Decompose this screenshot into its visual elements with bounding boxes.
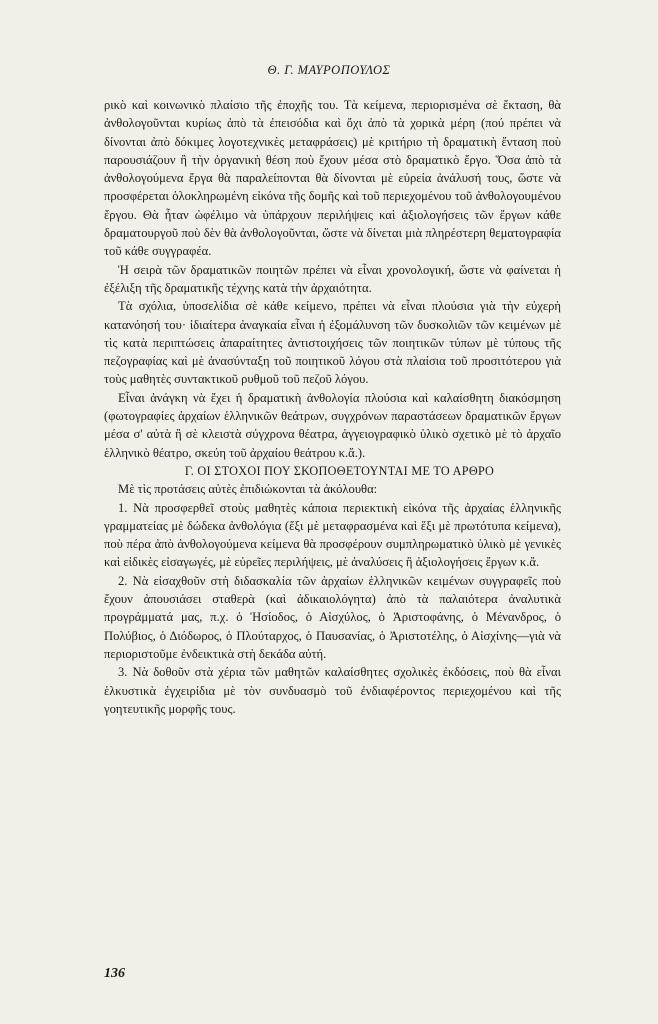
- running-head: Θ. Γ. ΜΑΥΡΟΠΟΥΛΟΣ: [267, 63, 391, 77]
- page-number: 136: [104, 966, 125, 981]
- body-text: [104, 96, 561, 718]
- paragraph-continuation: ρικὸ καὶ κοινωνικὸ πλαίσιο τῆς ἐποχῆς του. Τὰ κείμενα, περιορισμένα σὲ ἔκταση, θὰ ἀνθολογοῦνται κυρίως ἀπὸ τὰ ἐπεισόδια καὶ ὄχι ἀπὸ τὰ χορικὰ μέρη (πού πρέπει νὰ δίνονται ἀπὸ δόκιμες λογοτεχνικὲς μεταφράσεις) μὲ κριτήριο τὴ δραματικὴ ἔνταση ποὺ παρουσιάζουν ἢ τὴν ὀργανικὴ θέση ποὺ ἔχουν μέσα στὸ δραματικὸ ἔργο. Ὅσα ἀπὸ τὰ ἀνθολογούμενα ἔργα θὰ παραλείπονται θὰ δίνονται μὲ εὐρεία ἀνάλυσή τους, ὥστε νὰ προσφέρεται ὁλοκληρωμένη εἰκόνα τῆς δομῆς καὶ τοῦ περιεχομένου τοῦ ἀνθολογουμένου ἔργου. Θὰ ἦταν ὠφέλιμο νὰ ὑπάρχουν περιλήψεις καὶ ἀξιολογήσεις τῶν ἔργων κάθε δραματουργοῦ ποὺ δὲν θὰ ἀνθολογοῦνται, ὥστε νὰ δίνεται μιὰ πληρέστερη θεματογραφία τοῦ κάθε συγγραφέα.: [104, 98, 561, 259]
- paragraph: Μὲ τὶς προτάσεις αὐτὲς ἐπιδιώκονται τὰ ἀκόλουθα:: [118, 482, 378, 497]
- paragraph: Ἡ σειρὰ τῶν δραματικῶν ποιητῶν πρέπει νὰ εἶναι χρονολογική, ὥστε νὰ φαίνεται ἡ ἐξέλιξη τῆς δραματικῆς τέχνης κατὰ τὴν ἀρχαιότητα.: [104, 262, 561, 295]
- section-heading: Γ. ΟΙ ΣΤΟΧΟΙ ΠΟΥ ΣΚΟΠΟΘΕΤΟΥΝΤΑΙ ΜΕ ΤΟ ΑΡΘΡΟ: [184, 463, 495, 478]
- list-item: 2. Νὰ εἰσαχθοῦν στὴ διδασκαλία τῶν ἀρχαίων ἑλληνικῶν κειμένων συγγραφεῖς ποὺ ἔχουν ἀπουσιάσει σταθερὰ (καὶ ἀδικαιολόγητα) ἀπὸ τὰ παλαιότερα ἀναλυτικὰ προγράμματά μας, π.χ. ὁ Ἡσίοδος, ὁ Αἰσχύλος, ὁ Ἀριστοφάνης, ὁ Μένανδρος, ὁ Πολύβιος, ὁ Διόδωρος, ὁ Πλούταρχος, ὁ Παυσανίας, ὁ Ἀριστοτέλης, ὁ Αἰσχίνης—γιὰ νὰ περιοριστοῦμε ἐνδεικτικὰ στὴ δεκάδα αὐτή.: [104, 573, 561, 661]
- list-item: 3. Νὰ δοθοῦν στὰ χέρια τῶν μαθητῶν καλαίσθητες σχολικὲς ἐκδόσεις, ποὺ θὰ εἶναι ἑλκυστικὰ ἐγχειρίδια μὲ τὸν συνδυασμὸ τοῦ ἐνδιαφέροντος περιεχομένου καὶ τῆς γοητευτικῆς μορφῆς τους.: [104, 665, 561, 716]
- paragraph: Εἶναι ἀνάγκη νὰ ἔχει ἡ δραματικὴ ἀνθολογία πλούσια καὶ καλαίσθητη διακόσμηση (φωτογραφίες ἀρχαίων ἑλληνικῶν θεάτρων, συγχρόνων παραστάσεων δραματικῶν ἔργων μέσα σ' αὐτὰ ἢ σὲ κλειστὰ σύγχρονα θέατρα, ἀγγειογραφικὸ ὑλικὸ σχετικὸ μὲ τὸ ἀρχαῖο ἑλληνικὸ θέατρο, σκεύη τοῦ ἀρχαίου θεάτρου κ.ἄ.).: [104, 390, 561, 460]
- list-item: 1. Νὰ προσφερθεῖ στοὺς μαθητὲς κάποια περιεκτικὴ εἰκόνα τῆς ἀρχαίας ἑλληνικῆς γραμματείας μὲ δώδεκα ἀνθολόγια (ἕξι μὲ μεταφρασμένα καὶ ἕξι μὲ πρωτότυπα κείμενα), ποὺ πέρα ἀπὸ ἀνθολογούμενα κείμενα θὰ προσφέρουν συμπληρωματικὸ ὑλικὸ μὲ γενικὲς καὶ εἰδικὲς εἰσαγωγές, μὲ εὐρεῖες περιλήψεις, μὲ ἀναλύσεις ἢ ἀξιολογήσεις ἔργων κ.ἄ.: [104, 500, 561, 570]
- paragraph: Τὰ σχόλια, ὑποσελίδια σὲ κάθε κείμενο, πρέπει νὰ εἶναι πλούσια γιὰ τὴν εὐχερὴ κατανόησή του· ἰδιαίτερα ἀναγκαία εἶναι ἡ ἐξομάλυνση τῶν δυσκολιῶν τῶν κειμένων μὲ τὶς κατὰ περιπτώσεις ἀπαραίτητες ἀντιστοιχήσεις τῶν ποιητικῶν τύπων μὲ τύπους τῆς πεζογραφίας καὶ μὲ ἀνασύνταξη τοῦ ποιητικοῦ λόγου στὰ πλαίσια τοῦ προσιτότερου γιὰ τοὺς μαθητὲς συντακτικοῦ ρυθμοῦ τοῦ πεζοῦ λόγου.: [104, 299, 561, 387]
